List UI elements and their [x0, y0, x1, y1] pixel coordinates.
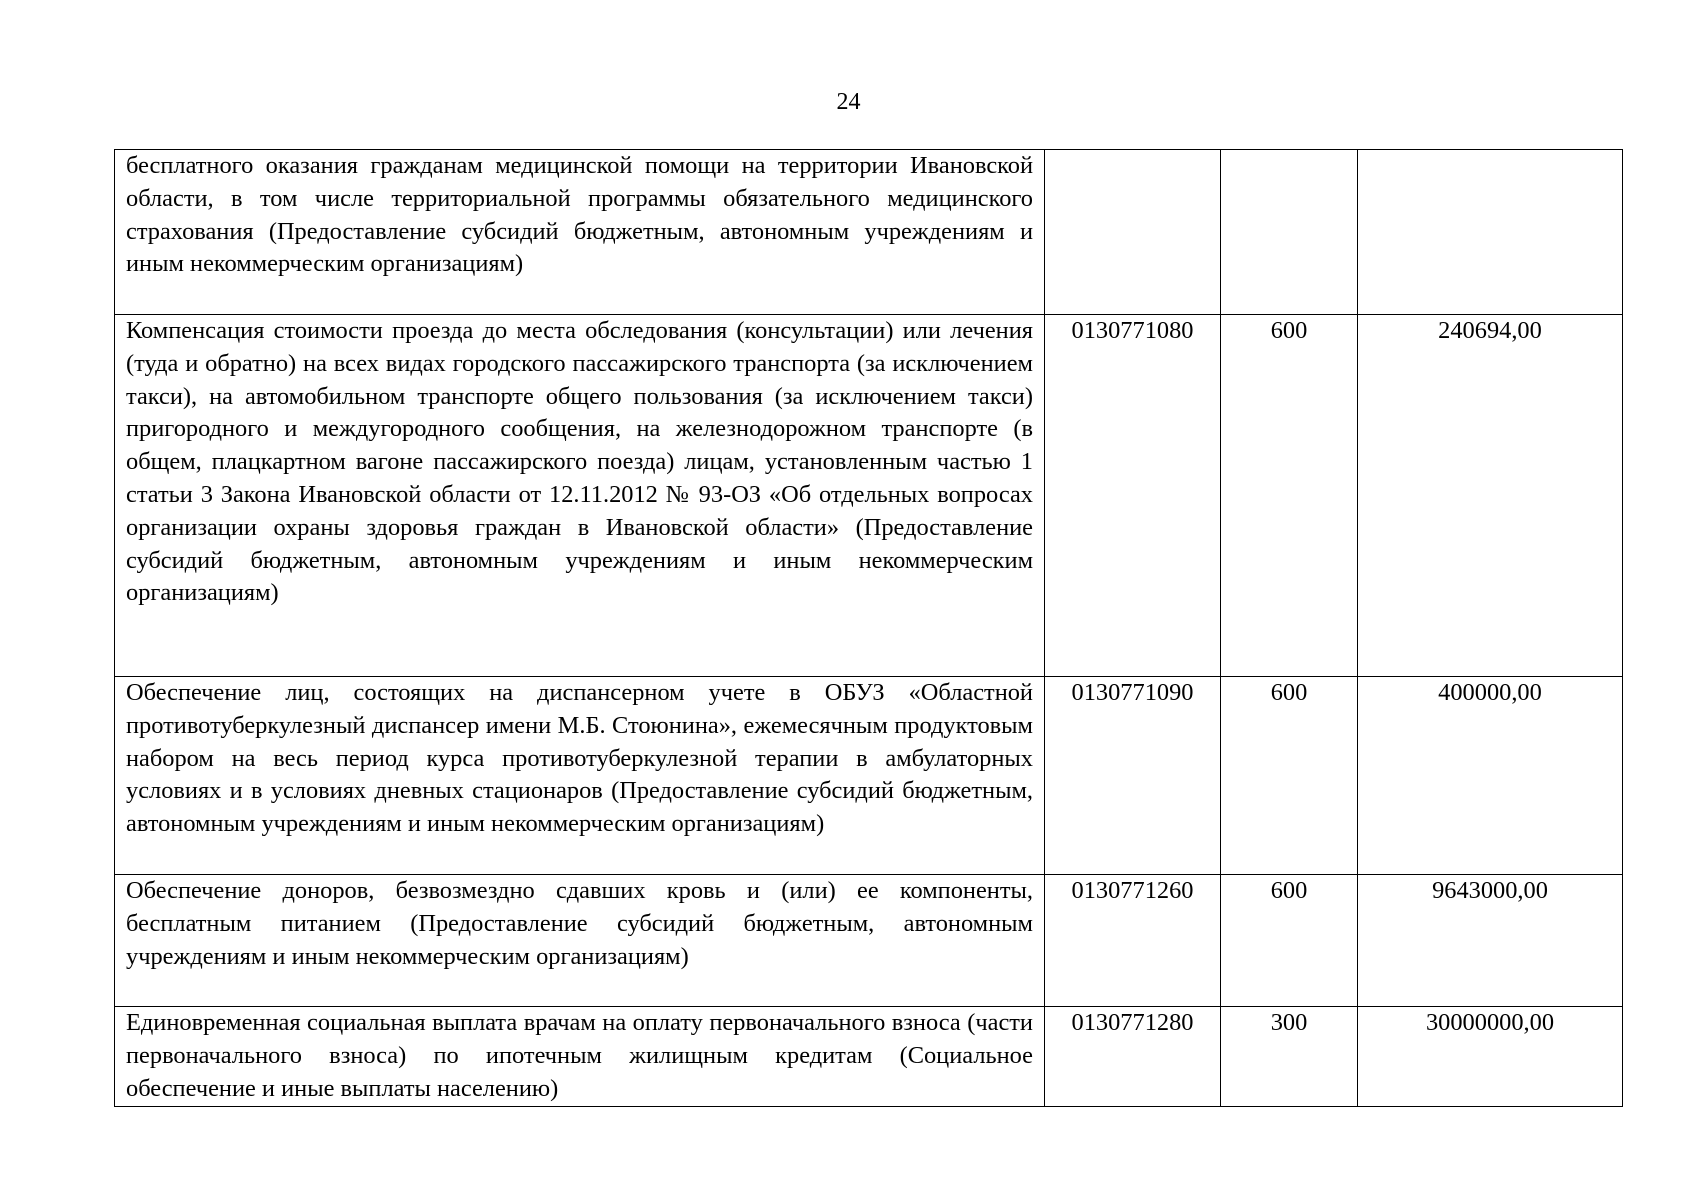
row-description: Единовременная социальная выплата врачам на оплату первоначального взноса (части первоначального взноса) по ипотечным жилищным кредитам (Социальное обеспечение и иные выплаты населению) [115, 1007, 1045, 1107]
row-description: Обеспечение лиц, состоящих на диспансерном учете в ОБУЗ «Областной противотуберкулезный диспансер имени М.Б. Стоюнина», ежемесячным продуктовым набором на весь период курса противотуберкулезной терапии в амбулаторных условиях и в условиях дневных стационаров (Предоставление субсидий бюджетным, автономным учреждениям и иным некоммерческим организациям) [115, 677, 1045, 875]
row-amount: 9643000,00 [1358, 875, 1623, 1007]
row-expense-type: 600 [1221, 315, 1358, 677]
row-description: Обеспечение доноров, безвозмездно сдавших кровь и (или) ее компоненты, бесплатным питанием (Предоставление субсидий бюджетным, автономным учреждениям и иным некоммерческим организациям) [115, 875, 1045, 1007]
row-amount [1358, 150, 1623, 315]
row-description: Компенсация стоимости проезда до места обследования (консультации) или лечения (туда и обратно) на всех видах городского пассажирского транспорта (за исключением такси), на автомобильном транспорте общего пользования (за исключением такси) пригородного и междугородного сообщения, на железнодорожном транспорте (в общем, плацкартном вагоне пассажирского поезда) лицам, установленным частью 1 статьи 3 Закона Ивановской области от 12.11.2012 № 93-ОЗ «Об отдельных вопросах организации охраны здоровья граждан в Ивановской области» (Предоставление субсидий бюджетным, автономным учреждениям и иным некоммерческим организациям) [115, 315, 1045, 677]
row-description: бесплатного оказания гражданам медицинской помощи на территории Ивановской области, в том числе территориальной программы обязательного медицинского страхования (Предоставление субсидий бюджетным, автономным учреждениям и иным некоммерческим организациям) [115, 150, 1045, 315]
row-amount: 30000000,00 [1358, 1007, 1623, 1107]
table-row [115, 315, 1623, 677]
table-row [115, 677, 1623, 875]
row-code: 0130771090 [1045, 677, 1221, 875]
row-code: 0130771080 [1045, 315, 1221, 677]
row-code: 0130771280 [1045, 1007, 1221, 1107]
row-code: 0130771260 [1045, 875, 1221, 1007]
table-row [115, 150, 1623, 315]
row-expense-type [1221, 150, 1358, 315]
row-code [1045, 150, 1221, 315]
table-row [115, 1007, 1623, 1107]
row-expense-type: 300 [1221, 1007, 1358, 1107]
row-expense-type: 600 [1221, 875, 1358, 1007]
row-amount: 240694,00 [1358, 315, 1623, 677]
budget-table [114, 149, 1623, 1107]
table-row [115, 875, 1623, 1007]
page-number: 24 [836, 89, 861, 115]
row-amount: 400000,00 [1358, 677, 1623, 875]
row-expense-type: 600 [1221, 677, 1358, 875]
